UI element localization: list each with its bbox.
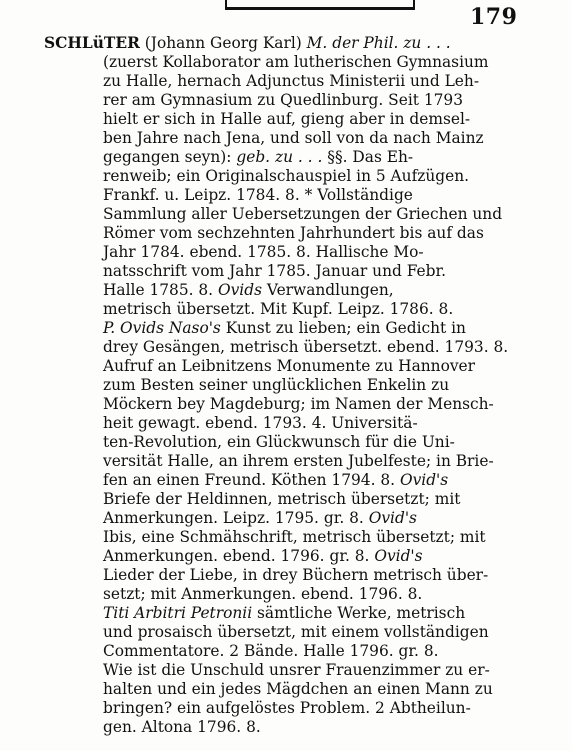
text-segment: §§. Das Eh- <box>322 148 414 166</box>
text-segment: Commentatore. 2 Bände. Halle 1796. gr. 8. <box>103 642 439 660</box>
text-segment: Sammlung aller Uebersetzungen der Griechen und <box>103 205 503 223</box>
text-segment: gen. Altona 1796. 8. <box>103 718 261 736</box>
text-segment: setzt; mit Anmerkungen. ebend. 1796. 8. <box>103 585 423 603</box>
text-segment: renweib; ein Originalschauspiel in 5 Aufzügen. <box>103 167 470 185</box>
italic-segment: Ovids <box>217 281 262 299</box>
entry-line <box>103 716 261 738</box>
text-segment: und prosaisch übersetzt, mit einem vollständigen <box>103 623 489 641</box>
text-segment: bringen? ein aufgelöstes Problem. 2 Abtheilun- <box>103 699 471 717</box>
text-segment: fen an einen Freund. Köthen 1794. 8. <box>103 471 400 489</box>
text-segment: metrisch übersetzt. Mit Kupf. Leipz. 1786. 8. <box>103 300 454 318</box>
text-segment: ben Jahre nach Jena, und soll von da nach Mainz <box>103 129 484 147</box>
italic-segment: M. der Phil. zu . . . <box>306 34 451 52</box>
italic-segment: Ovid's <box>368 509 417 527</box>
text-segment: hielt er sich in Halle auf, gieng aber in demsel- <box>103 110 471 128</box>
text-segment: Jahr 1784. ebend. 1785. 8. Hallische Mo- <box>103 243 424 261</box>
text-segment: zu Halle, hernach Adjunctus Ministerii und Leh- <box>103 72 480 90</box>
text-segment: Möckern bey Magdeburg; im Namen der Mensch- <box>103 395 494 413</box>
text-segment: (Johann Georg Karl) <box>139 34 307 52</box>
text-segment: Aufruf an Leibnitzens Monumente zu Hannover <box>103 357 476 375</box>
header-rule <box>225 0 415 10</box>
entry-line-text <box>103 716 261 738</box>
text-segment: rer am Gymnasium zu Quedlinburg. Seit 1793 <box>103 91 464 109</box>
italic-segment: P. Ovids Naso's <box>103 319 221 337</box>
text-segment: Römer vom sechzehnten Jahrhundert bis auf das <box>103 224 484 242</box>
text-segment: Frankf. u. Leipz. 1784. 8. * Vollständige <box>103 186 413 204</box>
text-segment: Verwandlungen, <box>261 281 394 299</box>
text-segment: zum Besten seiner unglücklichen Enkelin zu <box>103 376 450 394</box>
text-segment: Halle 1785. 8. <box>103 281 218 299</box>
text-segment: gegangen seyn): <box>103 148 237 166</box>
entry-author-heading: SCHLüTER <box>44 34 140 52</box>
text-segment: Briefe der Heldinnen, metrisch übersetzt; mit <box>103 490 461 508</box>
italic-segment: geb. zu . . . <box>236 148 323 166</box>
text-segment: ten-Revolution, ein Glückwunsch für die Uni- <box>103 433 455 451</box>
italic-segment: Titi Arbitri Petronii <box>103 604 253 622</box>
text-segment: sämtliche Werke, metrisch <box>252 604 466 622</box>
italic-segment: Ovid's <box>399 471 449 489</box>
text-segment: natsschrift vom Jahr 1785. Januar und Febr. <box>103 262 447 280</box>
text-segment: versität Halle, an ihrem ersten Jubelfeste; in Brie- <box>103 452 494 470</box>
text-segment: Lieder der Liebe, in drey Büchern metrisch über- <box>103 566 489 584</box>
text-segment: Kunst zu lieben; ein Gedicht in <box>220 319 466 337</box>
text-segment: heit gewagt. ebend. 1793. 4. Universitä- <box>103 414 418 432</box>
page-number: 179 <box>470 4 518 30</box>
text-segment: Ibis, eine Schmähschrift, metrisch übersetzt; mit <box>103 528 486 546</box>
text-segment: Wie ist die Unschuld unsrer Frauenzimmer zu er- <box>103 661 490 679</box>
text-segment: (zuerst Kollaborator am lutherischen Gymnasium <box>103 53 489 71</box>
italic-segment: Ovid's <box>374 547 423 565</box>
text-segment: Anmerkungen. Leipz. 1795. gr. 8. <box>103 509 369 527</box>
text-segment: Anmerkungen. ebend. 1796. gr. 8. <box>103 547 375 565</box>
text-segment: halten und ein jedes Mägdchen an einen Mann zu <box>103 680 493 698</box>
text-segment: drey Gesängen, metrisch übersetzt. ebend. 1793. 8. <box>103 338 509 356</box>
